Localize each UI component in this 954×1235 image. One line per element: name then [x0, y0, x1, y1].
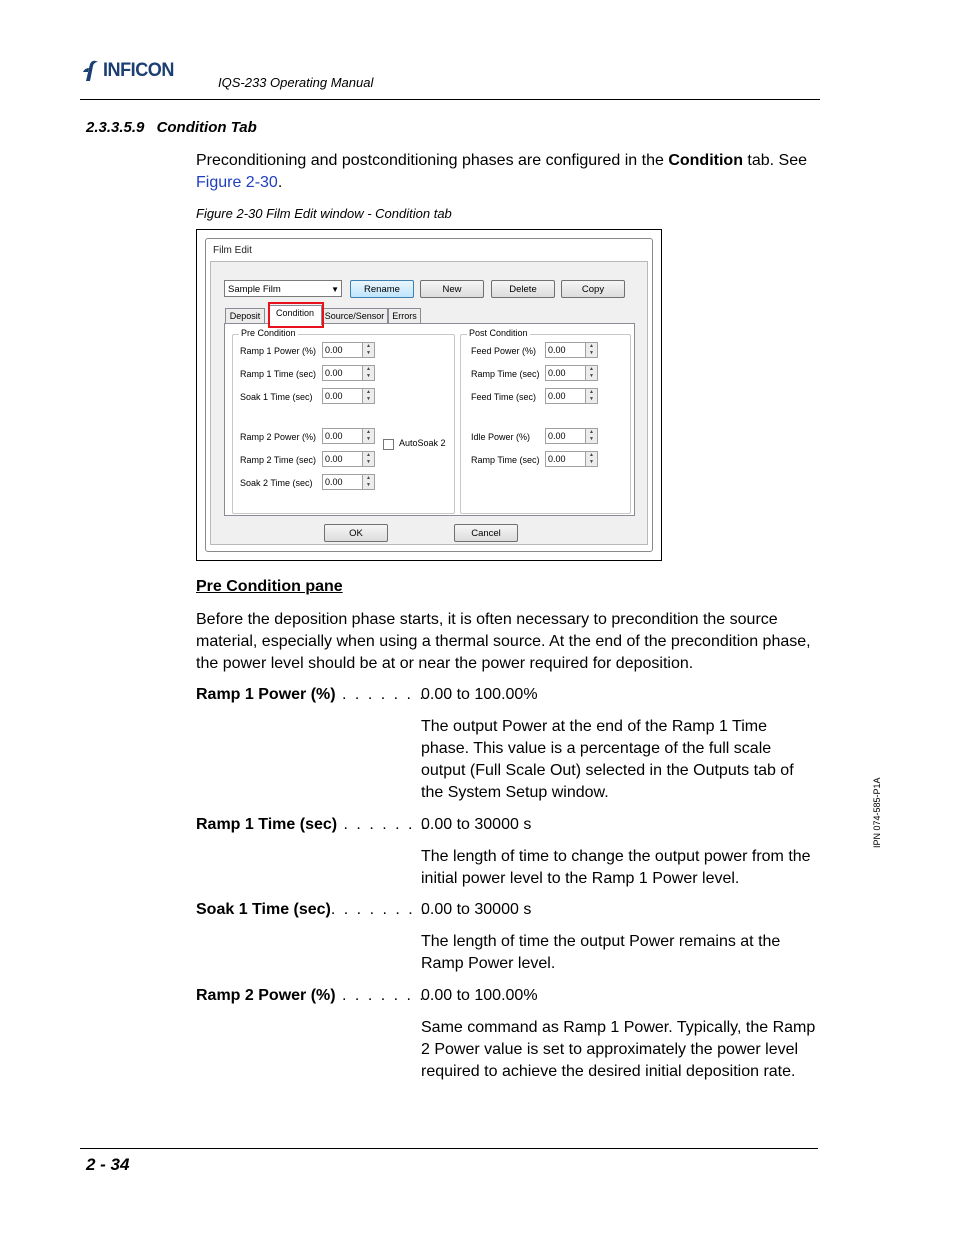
- idle-ramp-time-input[interactable]: 0.00: [545, 451, 586, 467]
- soak1-time-input[interactable]: 0.00: [322, 388, 363, 404]
- condition-tab-panel: [224, 323, 635, 516]
- soak1-time-label: Soak 1 Time (sec): [240, 392, 313, 402]
- inficon-logo: [82, 60, 178, 82]
- ramp2-power-input[interactable]: 0.00: [322, 428, 363, 444]
- idle-ramp-time-label: Ramp Time (sec): [471, 455, 540, 465]
- window-body: [210, 261, 648, 545]
- figure-link[interactable]: Figure 2-30: [196, 174, 278, 191]
- spinner-arrows-icon[interactable]: ▲ ▼: [585, 365, 598, 381]
- param-ramp1-time: Ramp 1 Time (sec) . . . . . . .: [196, 816, 428, 833]
- soak2-time-input[interactable]: 0.00: [322, 474, 363, 490]
- ramp2-time-input[interactable]: 0.00: [322, 451, 363, 467]
- delete-button[interactable]: Delete: [491, 280, 555, 298]
- feed-power-label: Feed Power (%): [471, 346, 537, 356]
- param-ramp2-power: Ramp 2 Power (%) . . . . . . .: [196, 987, 426, 1004]
- pre-condition-paragraph: Before the deposition phase starts, it is often necessary to precondition the source material, especially when using a thermal source. At the end of the precondition phase, the power level should be at or near the power required for deposition.: [196, 611, 811, 672]
- ramp2-power-spinner[interactable]: [322, 428, 376, 444]
- spinner-arrows-icon[interactable]: ▲ ▼: [362, 451, 375, 467]
- idle-power-input[interactable]: 0.00: [545, 428, 586, 444]
- soak2-time-spinner[interactable]: [322, 474, 376, 490]
- soak1-time-spinner[interactable]: [322, 388, 376, 404]
- tab-source-sensor[interactable]: Source/Sensor: [321, 308, 388, 324]
- condition-bold: Condition: [668, 152, 743, 169]
- pre-condition-label: Pre Condition: [241, 328, 296, 338]
- param-range: 0.00 to 100.00%: [421, 987, 538, 1004]
- param-description: Same command as Ramp 1 Power. Typically, the Ramp 2 Power value is set to approximately the power level required to achieve the desired initial deposition rate.: [421, 1019, 816, 1080]
- param-ramp1-power: Ramp 1 Power (%) . . . . . . .: [196, 686, 426, 703]
- ramp1-time-label: Ramp 1 Time (sec): [240, 369, 317, 379]
- ramp2-time-spinner[interactable]: [322, 451, 376, 467]
- post-ramp-time-input[interactable]: 0.00: [545, 365, 586, 381]
- section-heading: [86, 119, 257, 136]
- autosoak-checkbox[interactable]: [383, 439, 394, 450]
- spinner-arrows-icon[interactable]: ▲ ▼: [362, 474, 375, 490]
- header-rule: [80, 99, 820, 100]
- feed-time-label: Feed Time (sec): [471, 392, 537, 402]
- feed-power-input[interactable]: 0.00: [545, 342, 586, 358]
- ramp1-power-input[interactable]: 0.00: [322, 342, 363, 358]
- ramp1-time-input[interactable]: 0.00: [322, 365, 363, 381]
- ok-button[interactable]: OK: [324, 524, 388, 542]
- idle-ramp-time-spinner[interactable]: [545, 451, 599, 467]
- section-number: 2.3.3.5.9: [86, 119, 145, 136]
- idle-power-label: Idle Power (%): [471, 432, 531, 442]
- param-soak1-time: Soak 1 Time (sec). . . . . . . .: [196, 901, 428, 918]
- param-description: The length of time the output Power remains at the Ramp Power level.: [421, 933, 781, 972]
- section-title: Condition Tab: [156, 119, 257, 136]
- ramp1-power-label: Ramp 1 Power (%): [240, 346, 317, 356]
- feed-power-spinner[interactable]: [545, 342, 599, 358]
- intro-paragraph: Preconditioning and postconditioning phases are configured in the Condition tab. See Figure 2-30.: [196, 152, 808, 191]
- pre-condition-group: [232, 328, 455, 514]
- spinner-arrows-icon[interactable]: ▲ ▼: [362, 428, 375, 444]
- ramp1-time-spinner[interactable]: [322, 365, 376, 381]
- tab-condition[interactable]: Condition: [268, 305, 322, 325]
- spinner-arrows-icon[interactable]: ▲ ▼: [585, 342, 598, 358]
- spinner-arrows-icon[interactable]: ▲ ▼: [585, 428, 598, 444]
- pre-condition-heading: Pre Condition pane: [196, 578, 343, 595]
- condition-tab-highlight: [268, 302, 324, 328]
- spinner-arrows-icon[interactable]: ▲ ▼: [362, 342, 375, 358]
- feed-time-input[interactable]: 0.00: [545, 388, 586, 404]
- param-name: Ramp 2 Power (%): [196, 987, 336, 1004]
- spinner-arrows-icon[interactable]: ▲ ▼: [362, 365, 375, 381]
- chevron-down-icon: ▼: [331, 285, 339, 294]
- rename-button[interactable]: Rename: [350, 280, 414, 298]
- param-description: The output Power at the end of the Ramp 1 Time phase. This value is a percentage of the full scale output (Full Scale Out) selected in the Outputs tab of the System Setup window.: [421, 718, 794, 801]
- param-name: Soak 1 Time (sec): [196, 901, 331, 918]
- idle-power-spinner[interactable]: [545, 428, 599, 444]
- post-condition-group: [460, 328, 631, 514]
- post-ramp-time-label: Ramp Time (sec): [471, 369, 540, 379]
- ramp2-power-label: Ramp 2 Power (%): [240, 432, 317, 442]
- param-name: Ramp 1 Power (%): [196, 686, 336, 703]
- post-ramp-time-spinner[interactable]: [545, 365, 599, 381]
- ramp2-time-label: Ramp 2 Time (sec): [240, 455, 317, 465]
- new-button[interactable]: New: [420, 280, 484, 298]
- footer-rule: [80, 1148, 818, 1149]
- param-range: 0.00 to 100.00%: [421, 686, 538, 703]
- post-condition-label: Post Condition: [469, 328, 528, 338]
- cancel-button[interactable]: Cancel: [454, 524, 518, 542]
- param-range: 0.00 to 30000 s: [421, 901, 532, 918]
- tab-deposit[interactable]: Deposit: [225, 308, 265, 324]
- page-number: 2 - 34: [86, 1155, 130, 1174]
- param-range: 0.00 to 30000 s: [421, 816, 532, 833]
- feed-time-spinner[interactable]: [545, 388, 599, 404]
- ramp1-power-spinner[interactable]: [322, 342, 376, 358]
- copy-button[interactable]: Copy: [561, 280, 625, 298]
- tab-errors[interactable]: Errors: [388, 308, 421, 324]
- film-edit-window: [205, 238, 653, 552]
- document-code: IPN 074-585-P1A: [872, 777, 882, 848]
- spinner-arrows-icon[interactable]: ▲ ▼: [585, 451, 598, 467]
- manual-title: IQS-233 Operating Manual: [218, 75, 374, 90]
- window-title: Film Edit: [213, 245, 252, 256]
- param-name: Ramp 1 Time (sec): [196, 816, 338, 833]
- autosoak-label: AutoSoak 2: [399, 438, 446, 448]
- param-description: The length of time to change the output power from the initial power level to the Ramp 1 Power level.: [421, 848, 811, 887]
- logo-text: INFICON: [103, 60, 174, 81]
- figure-caption: Figure 2-30 Film Edit window - Condition tab: [196, 206, 452, 221]
- figure-frame: [196, 229, 662, 561]
- inficon-logo-mark-icon: [82, 60, 100, 82]
- spinner-arrows-icon[interactable]: ▲ ▼: [362, 388, 375, 404]
- soak2-time-label: Soak 2 Time (sec): [240, 478, 313, 488]
- film-select[interactable]: Sample Film ▼: [224, 280, 342, 297]
- spinner-arrows-icon[interactable]: ▲ ▼: [585, 388, 598, 404]
